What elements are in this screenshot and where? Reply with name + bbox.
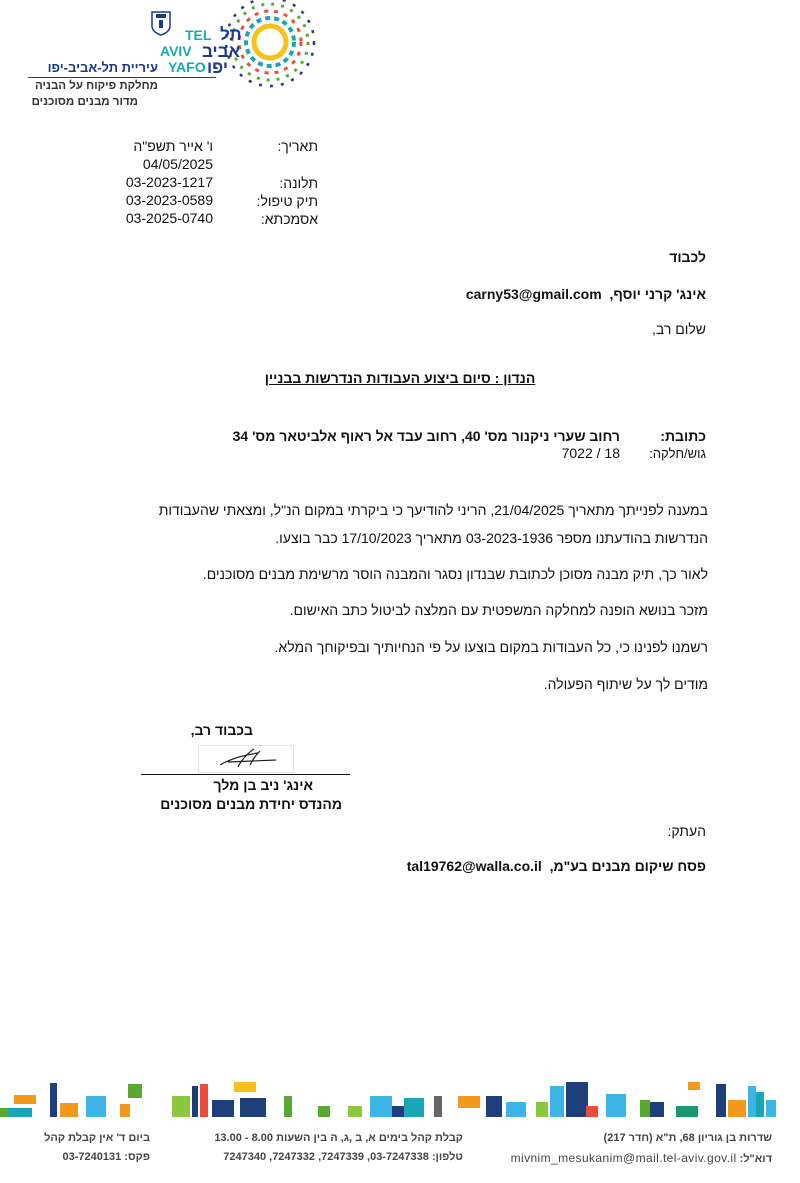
- parcel-label: גוש/חלקה:: [649, 446, 706, 461]
- cc-name: פסח שיקום מבנים בע"מ,: [549, 858, 706, 874]
- paragraph-4: רשמנו לפנינו כי, כל העבודות במקום בוצעו על פי הנחיותיך ובפיקוחך המלא.: [274, 639, 708, 655]
- address-label: כתובת:: [660, 428, 706, 444]
- municipality-name: עיריית תל-אביב-יפו: [47, 60, 158, 75]
- date-label: תאריך:: [277, 138, 318, 154]
- logo-text-aviv-he: אביב: [202, 42, 241, 61]
- address-value: רחוב שערי ניקנור מס' 40, רחוב עבד אל ראוף אלביטאר מס' 34: [232, 428, 620, 444]
- paragraph-1-line-1: במענה לפנייתך מתאריך 21/04/2025, הריני להודיעך כי ביקרתי במקום הנ"ל, ומצאתי שהעבודות: [158, 502, 708, 518]
- municipal-emblem-icon: [152, 12, 170, 35]
- footer-phones: טלפון: 03-7247338, 7247339, 7247332, 7247340: [223, 1151, 463, 1163]
- greeting: שלום רב,: [652, 321, 706, 337]
- footer-decoration: [0, 1078, 800, 1118]
- footer-email[interactable]: mivnim_mesukanim@mail.tel-aviv.gov.il: [510, 1151, 737, 1165]
- division-name: מדור מבנים מסוכנים: [31, 96, 138, 108]
- footer-email-line: [511, 1151, 772, 1165]
- parcel-value: 7022 / 18: [561, 445, 620, 461]
- logo-text-yafo-he: יפו: [207, 58, 229, 77]
- cc-label: העתק:: [667, 823, 706, 839]
- date-hebrew: ו' אייר תשפ"ה: [133, 138, 213, 154]
- complaint-number: 03-2023-1217: [125, 174, 213, 190]
- footer-fax: פקס: 03-7240131: [62, 1151, 150, 1163]
- signature-image: [198, 745, 294, 773]
- logo-text-tel-en: TEL: [185, 27, 212, 43]
- date-gregorian: 04/05/2025: [142, 156, 213, 172]
- to-label: לכבוד: [669, 249, 706, 265]
- footer-no-reception: ביום ד' אין קבלת קהל: [44, 1132, 150, 1144]
- logo-text-aviv-en: AVIV: [160, 43, 192, 59]
- signer-title: מהנדס יחידת מבנים מסוכנים: [160, 796, 342, 812]
- recipient-email[interactable]: carny53@gmail.com: [465, 286, 602, 302]
- footer-email-label: דוא"ל:: [739, 1153, 772, 1165]
- department-name: מחלקת פיקוח על הבניה: [34, 80, 158, 92]
- footer-hours: קבלת קהל בימים א, ב ,ג, ה בין השעות 8.00 - 13.00: [214, 1132, 463, 1144]
- file-number: 03-2023-0589: [125, 192, 213, 208]
- tel-aviv-yafo-logo: [150, 0, 325, 95]
- recipient-line: [466, 286, 706, 302]
- paragraph-2: לאור כך, תיק מבנה מסוכן לכתובת שבנדון נסגר והמבנה הוסר מרשימת מבנים מסוכנים.: [202, 566, 708, 582]
- header-divider: [28, 77, 216, 78]
- complaint-label: תלונה:: [279, 175, 318, 191]
- footer-address: שדרות בן גוריון 68, ת"א (חדר 217): [603, 1132, 772, 1144]
- cc-email[interactable]: tal19762@walla.co.il: [406, 858, 542, 874]
- paragraph-3: מזכר בנושא הופנה למחלקה המשפטית עם המלצה לביטול כתב האישום.: [289, 602, 708, 618]
- paragraph-5: מודים לך על שיתוף הפעולה.: [543, 676, 708, 692]
- logo-text-yafo-en: YAFO: [168, 59, 206, 75]
- cc-line: [407, 858, 706, 874]
- signer-name: אינג' ניב בן מלך: [213, 777, 313, 793]
- reference-label: אסמכתא:: [260, 211, 318, 227]
- subject-line: הנדון : סיום ביצוע העבודות הנדרשות בבניין: [264, 370, 536, 386]
- reference-number: 03-2025-0740: [125, 210, 213, 226]
- closing: בכבוד רב,: [190, 722, 253, 738]
- signature-line: [141, 774, 350, 775]
- recipient-name: אינג' קרני יוסף,: [609, 286, 706, 302]
- file-label: תיק טיפול:: [256, 193, 318, 209]
- paragraph-1-line-2: הנדרשות בהודעתנו מספר 03-2023-1936 מתאריך 17/10/2023 כבר בוצעו.: [275, 530, 708, 546]
- subject-wrap: [0, 370, 800, 386]
- logo-text-tel-he: תל: [220, 25, 242, 44]
